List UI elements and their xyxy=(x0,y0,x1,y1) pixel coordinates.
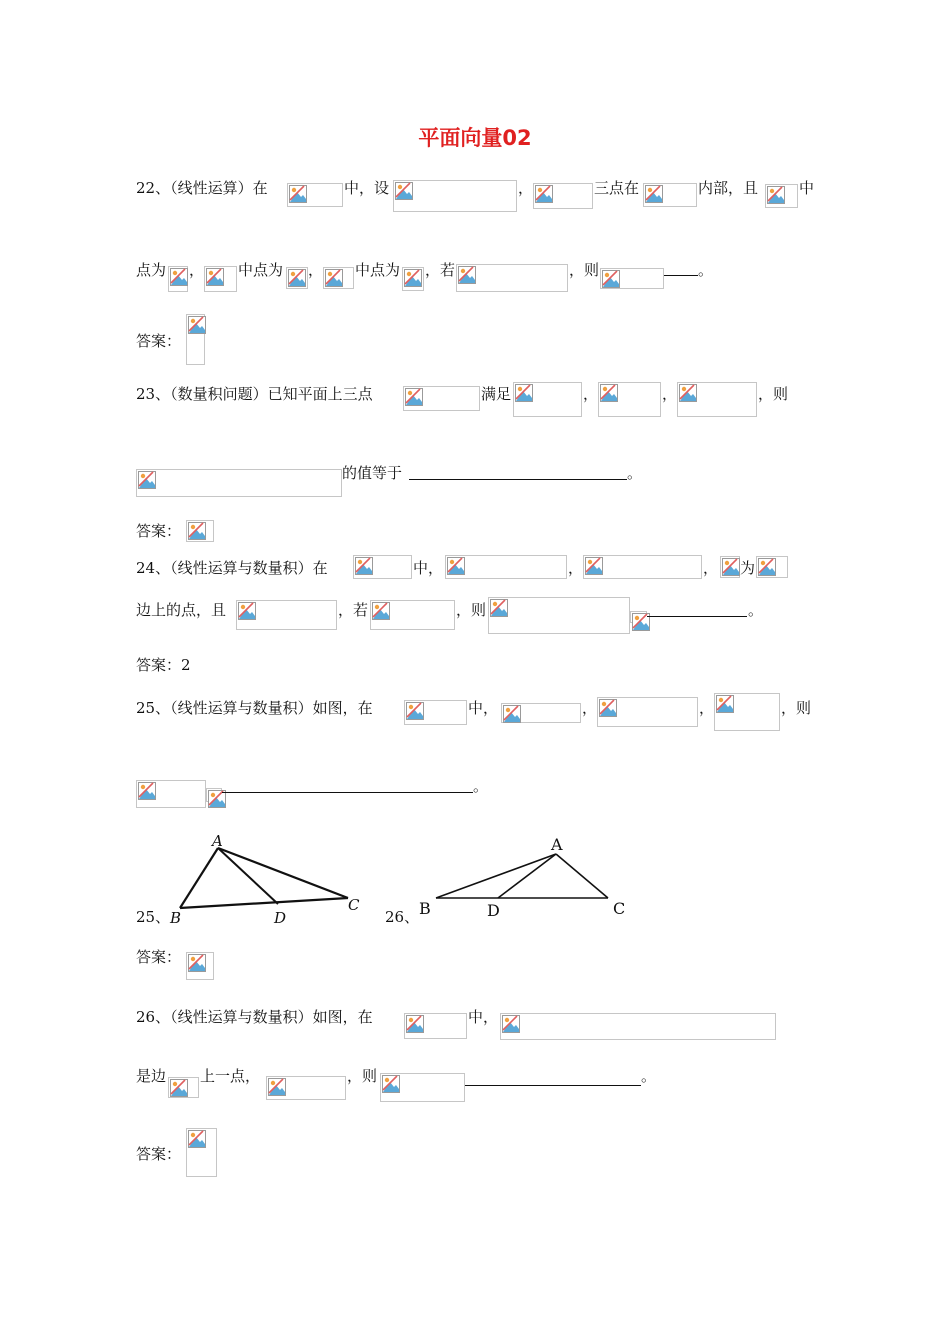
answer-image xyxy=(186,520,214,542)
broken-image-icon xyxy=(406,702,424,720)
answer-blank xyxy=(647,616,747,617)
formula-image xyxy=(206,788,222,802)
q22-text-14: 。 xyxy=(698,261,714,279)
broken-image-icon xyxy=(288,269,306,287)
q26-answer-label: 答案： xyxy=(136,1145,182,1163)
broken-image-icon xyxy=(238,602,256,620)
broken-image-icon xyxy=(289,185,307,203)
broken-image-icon xyxy=(767,186,785,204)
formula-image xyxy=(456,264,568,292)
q23-text-3: ， xyxy=(583,385,599,403)
q22-text-10: ， xyxy=(308,261,324,279)
q24-text-2: 中， xyxy=(413,559,444,577)
q23-text-1: 23、（数量积问题）已知平面上三点 xyxy=(136,385,373,403)
broken-image-icon xyxy=(138,782,156,800)
formula-image xyxy=(488,597,630,634)
q22-text-12: ，若 xyxy=(425,261,456,279)
broken-image-icon xyxy=(602,270,620,288)
q22-text-8: ， xyxy=(189,261,205,279)
q25-text-3: ， xyxy=(582,699,598,717)
answer-image xyxy=(186,952,214,980)
formula-image xyxy=(136,780,206,808)
formula-image xyxy=(402,267,424,291)
formula-image xyxy=(236,600,337,630)
answer-blank xyxy=(222,792,473,793)
formula-image xyxy=(136,469,342,497)
q26-text-2: 中， xyxy=(468,1008,499,1026)
formula-image xyxy=(204,266,237,292)
broken-image-icon xyxy=(722,558,740,576)
q26-text-5: ，则 xyxy=(347,1067,378,1085)
formula-image xyxy=(404,1013,467,1039)
q23-text-5: ，则 xyxy=(758,385,789,403)
broken-image-icon xyxy=(645,185,663,203)
broken-image-icon xyxy=(405,388,423,406)
broken-image-icon xyxy=(372,602,390,620)
formula-image xyxy=(501,703,581,723)
q24-text-1: 24、（线性运算与数量积）在 xyxy=(136,559,328,577)
q25-text-6: 。 xyxy=(473,777,489,795)
broken-image-icon xyxy=(679,384,697,402)
broken-image-icon xyxy=(502,1015,520,1033)
q22-text-11: 中点为 xyxy=(355,261,401,279)
q22-text-2: 中，设 xyxy=(344,179,390,197)
broken-image-icon xyxy=(490,599,508,617)
q26-text-3: 是边 xyxy=(136,1067,167,1085)
figure-26-caption: 26、 xyxy=(385,908,420,926)
formula-image xyxy=(765,184,798,208)
broken-image-icon xyxy=(170,268,188,286)
answer-image xyxy=(186,314,205,365)
formula-image xyxy=(720,556,740,578)
q25-text-4: ， xyxy=(699,699,715,717)
q26-text-6: 。 xyxy=(641,1067,657,1085)
figure-25-caption: 25、 xyxy=(136,908,171,926)
figure-25-triangle xyxy=(168,830,368,926)
broken-image-icon xyxy=(585,557,603,575)
broken-image-icon xyxy=(600,384,618,402)
q24-text-8: ，则 xyxy=(456,601,487,619)
broken-image-icon xyxy=(355,557,373,575)
formula-image xyxy=(393,180,517,212)
q23-text-6: 的值等于 xyxy=(342,464,403,482)
formula-image xyxy=(404,700,467,725)
broken-image-icon xyxy=(447,557,465,575)
answer-blank xyxy=(409,479,627,480)
formula-image xyxy=(380,1073,465,1102)
formula-image xyxy=(168,1077,199,1098)
q23-text-4: ， xyxy=(662,385,678,403)
broken-image-icon xyxy=(206,268,224,286)
q25-text-2: 中， xyxy=(468,699,499,717)
q26-text-4: 上一点， xyxy=(200,1067,261,1085)
broken-image-icon xyxy=(503,705,521,723)
q24-text-7: ，若 xyxy=(338,601,369,619)
formula-image xyxy=(370,600,455,630)
broken-image-icon xyxy=(599,699,617,717)
page-title: 平面向量02 xyxy=(418,126,532,150)
q24-text-5: 为 xyxy=(740,559,756,577)
formula-image xyxy=(403,386,480,411)
vertex-label-b: B xyxy=(170,909,182,926)
vertex-label-c: C xyxy=(613,899,626,918)
broken-image-icon xyxy=(188,316,206,334)
q24-text-4: ， xyxy=(703,559,719,577)
formula-image xyxy=(445,555,567,579)
broken-image-icon xyxy=(268,1078,286,1096)
q23-text-7: 。 xyxy=(627,464,643,482)
formula-image xyxy=(714,693,780,731)
formula-image xyxy=(533,183,593,209)
broken-image-icon xyxy=(188,1130,206,1148)
broken-image-icon xyxy=(395,182,413,200)
q24-text-3: ， xyxy=(568,559,584,577)
formula-image xyxy=(600,268,664,289)
q23-answer-label: 答案： xyxy=(136,522,182,540)
broken-image-icon xyxy=(382,1075,400,1093)
answer-blank xyxy=(664,275,698,276)
vertex-label-b: B xyxy=(419,899,431,918)
vertex-label-a: A xyxy=(212,832,223,850)
broken-image-icon xyxy=(188,522,206,540)
broken-image-icon xyxy=(404,269,422,287)
formula-image xyxy=(677,382,757,417)
formula-image xyxy=(168,266,188,292)
broken-image-icon xyxy=(138,471,156,489)
q24-answer: 答案：2 xyxy=(136,656,191,674)
formula-image xyxy=(500,1013,776,1040)
broken-image-icon xyxy=(188,954,206,972)
formula-image xyxy=(353,555,412,579)
vertex-label-a: A xyxy=(551,835,563,854)
formula-image xyxy=(287,183,343,207)
broken-image-icon xyxy=(170,1079,188,1097)
q22-text-5: 内部，且 xyxy=(698,179,759,197)
q22-text-3: ， xyxy=(518,179,534,197)
broken-image-icon xyxy=(716,695,734,713)
q25-answer-label: 答案： xyxy=(136,948,182,966)
q25-text-5: ，则 xyxy=(781,699,812,717)
formula-image xyxy=(266,1076,346,1100)
formula-image xyxy=(513,382,582,417)
vertex-label-c: C xyxy=(348,896,360,914)
broken-image-icon xyxy=(515,384,533,402)
formula-image xyxy=(323,267,354,289)
figure-26-triangle xyxy=(414,830,634,922)
q22-text-1: 22、（线性运算）在 xyxy=(136,179,268,197)
broken-image-icon xyxy=(458,266,476,284)
formula-image xyxy=(286,267,308,289)
q24-text-6: 边上的点，且 xyxy=(136,601,227,619)
q22-text-13: ，则 xyxy=(569,261,600,279)
q23-text-2: 满足 xyxy=(481,385,512,403)
q26-text-1: 26、（线性运算与数量积）如图，在 xyxy=(136,1008,373,1026)
q22-text-9: 中点为 xyxy=(238,261,284,279)
formula-image xyxy=(630,611,647,623)
answer-image xyxy=(186,1128,217,1177)
broken-image-icon xyxy=(535,185,553,203)
q22-answer-label: 答案： xyxy=(136,332,182,350)
answer-blank xyxy=(465,1085,641,1086)
vertex-label-d: D xyxy=(487,901,500,920)
q22-text-4: 三点在 xyxy=(594,179,640,197)
formula-image xyxy=(597,697,698,727)
broken-image-icon xyxy=(325,269,343,287)
broken-image-icon xyxy=(406,1015,424,1033)
formula-image xyxy=(643,183,697,207)
q24-text-9: 。 xyxy=(748,601,764,619)
vertex-label-d: D xyxy=(274,909,287,926)
formula-image xyxy=(598,382,661,417)
formula-image xyxy=(756,556,788,578)
formula-image xyxy=(583,555,702,579)
q25-text-1: 25、（线性运算与数量积）如图，在 xyxy=(136,699,373,717)
q22-text-6: 中 xyxy=(799,179,815,197)
broken-image-icon xyxy=(758,558,776,576)
q22-text-7: 点为 xyxy=(136,261,167,279)
